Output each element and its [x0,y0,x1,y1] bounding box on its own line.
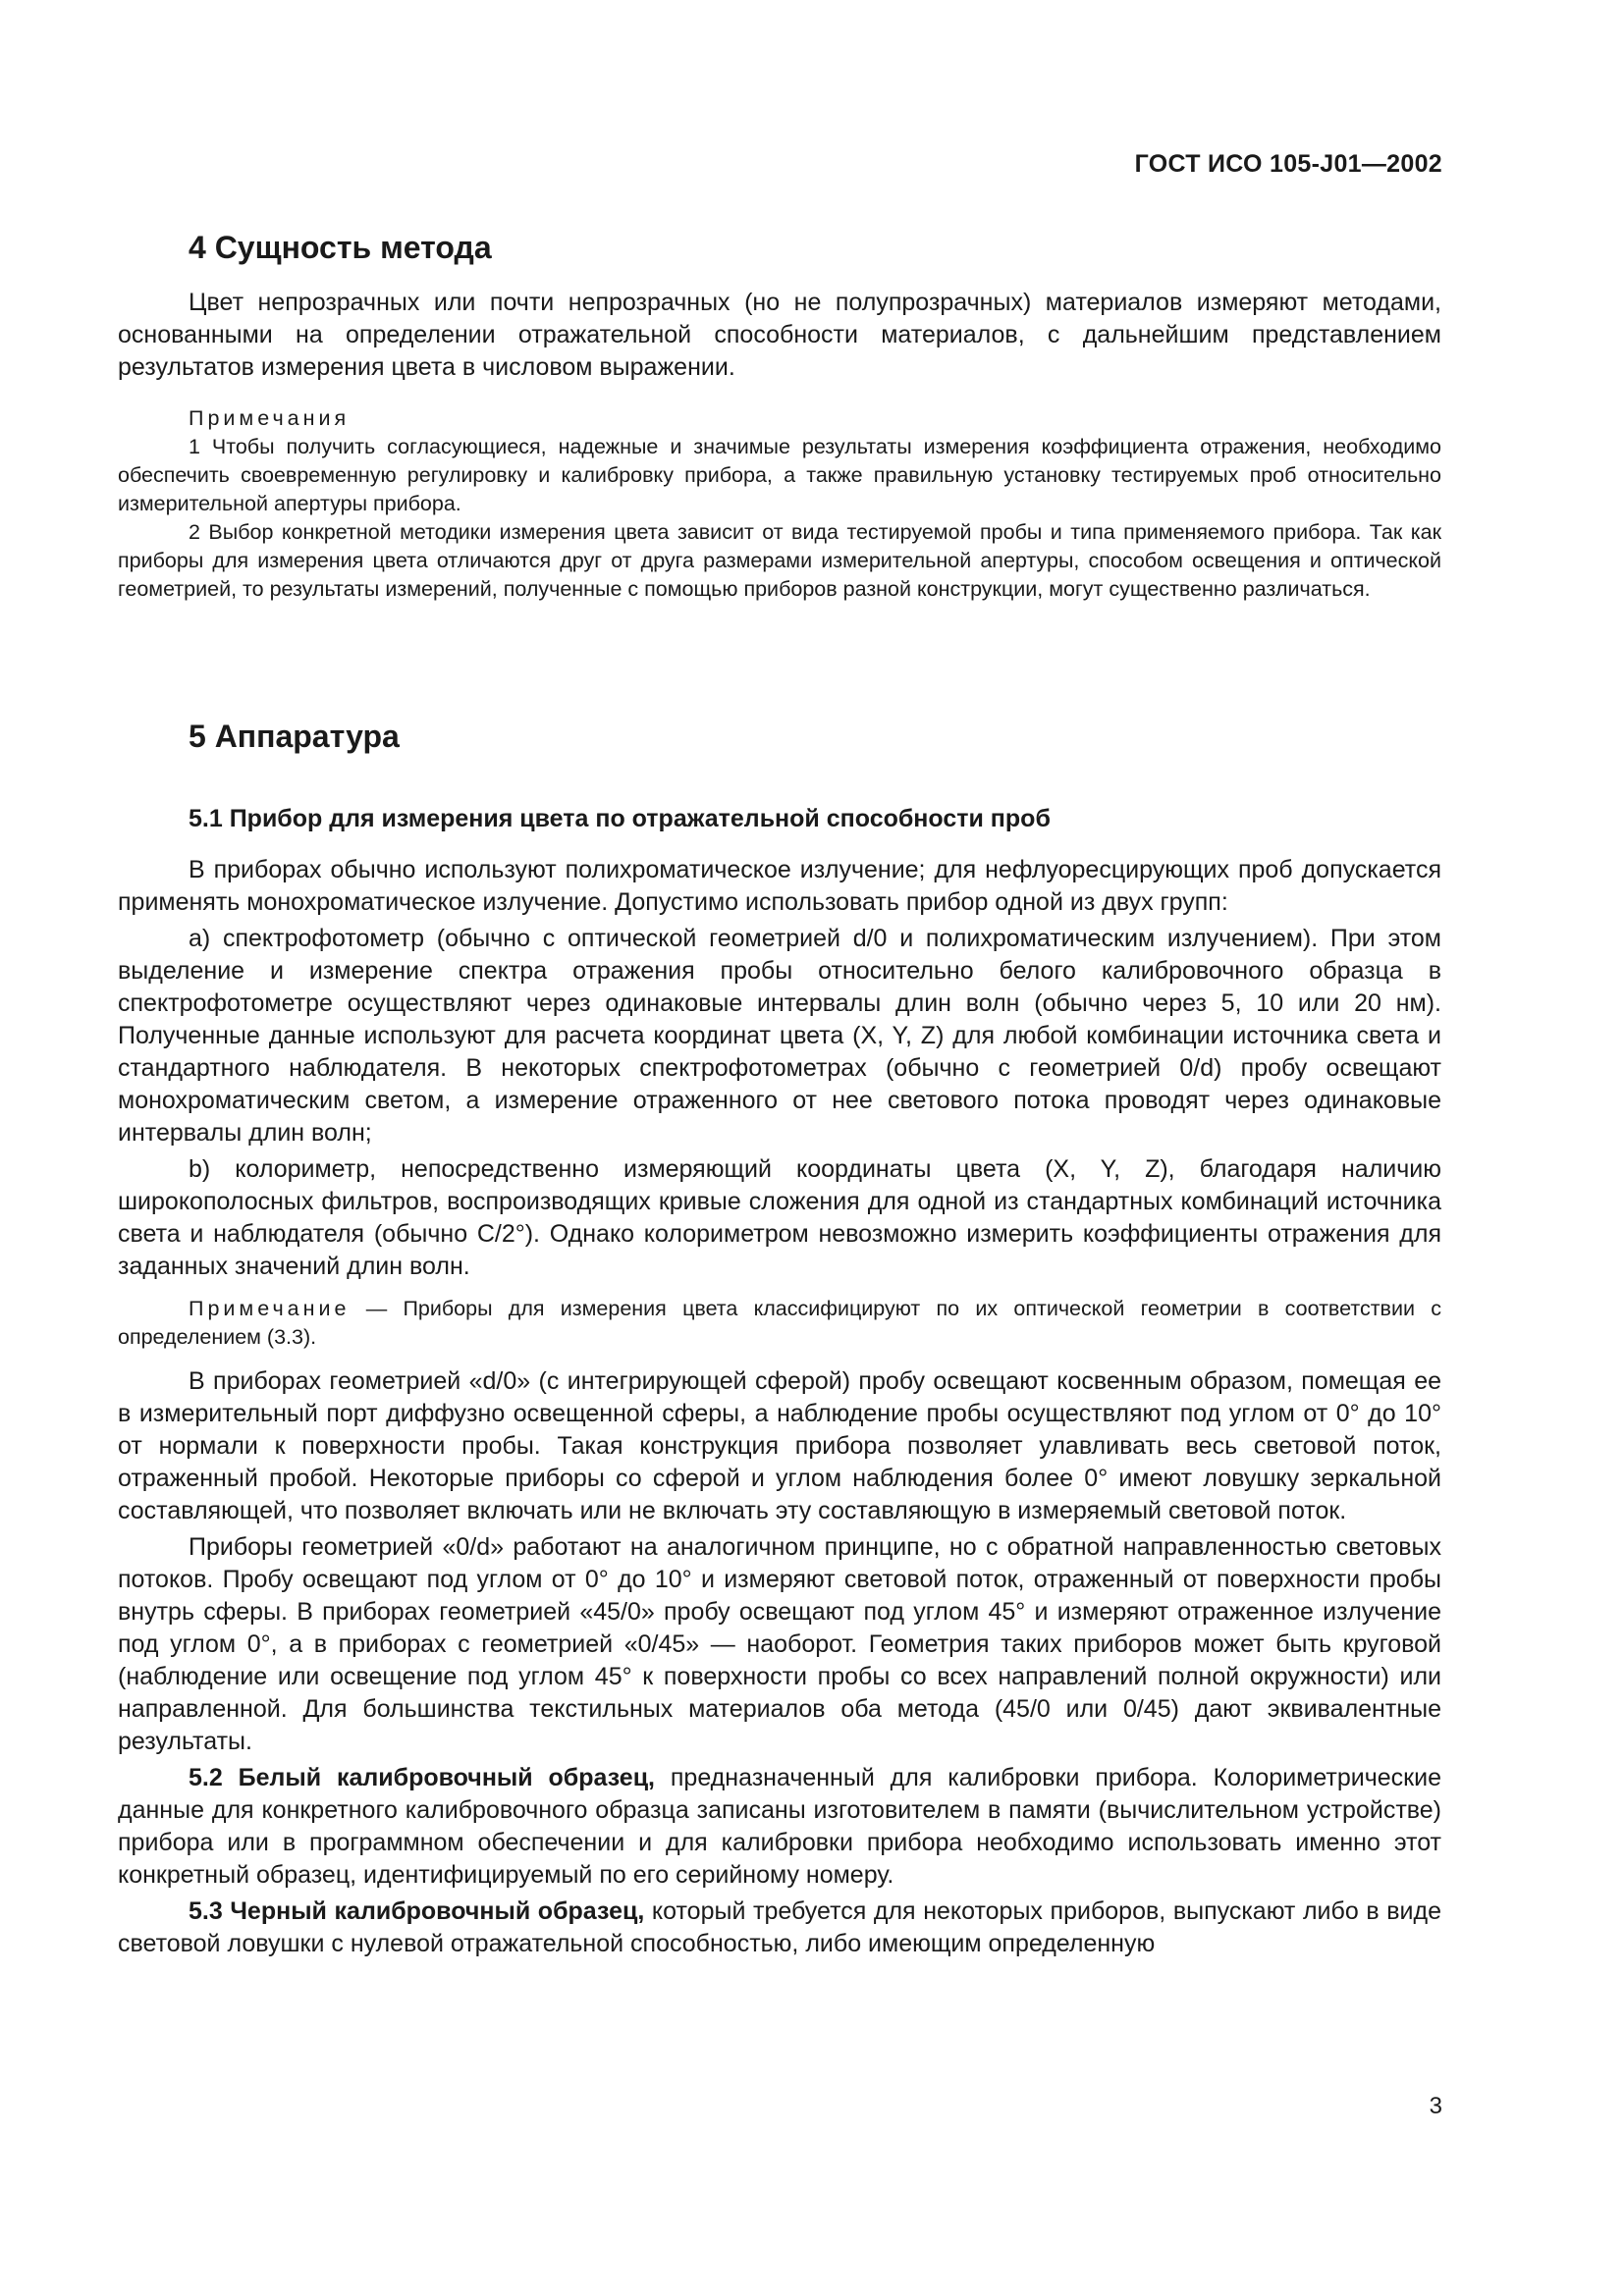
0d-geometry-paragraph: Приборы геометрией «0/d» работают на аналогичном принципе, но с обратной направленностью световых потоков. Пробу освещают под углом от 0° до 10° и измеряют световой поток, отраженный от поверхности пробы внутрь сферы. В приборах геометрией «45/0» пробу освещают под углом 45° и измеряют отраженное излучение под углом 0°, а в приборах с геометрией «0/45» — наоборот. Геометрия таких приборов может быть круговой (наблюдение или освещение под углом 45° к поверхности пробы со всех направлений полной окружности) или направленной. Для большинства текстильных материалов оба метода (45/0 или 0/45) дают эквивалентные результаты. [118,1533,1441,1755]
section-5-heading: 5 Аппаратура [189,719,400,754]
d0-geometry-paragraph: В приборах геометрией «d/0» (с интегрирующей сферой) пробу освещают косвенным образом, помещая ее в измерительный порт диффузно освещенной сферы, а наблюдение пробы осуществляют под углом от 0° до 10° от нормали к поверхности пробы. Такая конструкция прибора позволяет улавливать весь световой поток, отраженный пробой. Некоторые приборы со сферой и углом наблюдения более 0° имеют ловушку зеркальной составляющей, что позволяет включать или не включать эту составляющую в измеряемый световой поток. [118,1367,1441,1524]
notes-label: Примечания [189,406,351,430]
section-4-body [118,287,1441,384]
page-number: 3 [1429,2093,1442,2119]
subsection-5-3-heading: 5.3 Черный калибровочный образец, [189,1897,645,1925]
note-text: — Приборы для измерения цвета классифицируют по их оптической геометрии в соответствии с определением (3.3). [118,1297,1441,1349]
section-4 [118,228,1441,267]
section-4-paragraph: Цвет непрозрачных или почти непрозрачных (но не полупрозрачных) материалов измеряют методами, основанными на определении отражательной способности материалов, с дальнейшим представлением результатов измерения цвета в числовом выражении. [118,289,1441,381]
section-5 [118,717,1441,756]
instruments-paragraph: В приборах обычно используют полихроматическое излучение; для нефлуоресцирующих проб допускается применять монохроматическое излучение. Допустимо использовать прибор одной из двух групп: [118,856,1441,916]
subsection-5-3-text: который требуется для некоторых приборов, выпускают либо в виде световой ловушки с нулевой отражательной способностью, либо имеющим определенную [118,1897,1441,1957]
item-a-spectrophotometer: a) спектрофотометр (обычно с оптической геометрией d/0 и полихроматическим излучением). При этом выделение и измерение спектра отражения пробы относительно белого калибровочного образца в спектрофотометре осуществляют через одинаковые интервалы длин волн (обычно через 5, 10 или 20 нм). Полученные данные используют для расчета координат цвета (X, Y, Z) для любой комбинации источника света и стандартного наблюдателя. В некоторых спектрофотометрах (обычно с геометрией 0/d) пробу освещают монохроматическим светом, а измерение отраженного от нее светового потока проводят через одинаковые интервалы длин волн; [118,925,1441,1147]
subsection-5-1 [118,803,1441,834]
instrument-note [118,1295,1441,1352]
subsection-5-1-heading: 5.1 Прибор для измерения цвета по отражательной способности проб [189,805,1051,832]
note-2: 2 Выбор конкретной методики измерения цвета зависит от вида тестируемой пробы и типа применяемого прибора. Так как приборы для измерения цвета отличаются друг от друга размерами измерительной апертуры, способом освещения и оптической геометрией, то результаты измерений, полученные с помощью приборов разной конструкции, могут существенно различаться. [118,520,1441,601]
subsection-5-1-body [118,854,1441,1960]
section-4-heading: 4 Сущность метода [189,230,492,265]
item-b-colorimeter: b) колориметр, непосредственно измеряющий координаты цвета (X, Y, Z), благодаря наличию широкополосных фильтров, воспроизводящих кривые сложения для одной из стандартных комбинаций источника света и наблюдателя (обычно C/2°). Однако колориметром невозможно измерить коэффициенты отражения для заданных значений длин волн. [118,1155,1441,1280]
subsection-5-2-heading: 5.2 Белый калибровочный образец, [189,1764,656,1791]
subsection-5-2-text: предназначенный для калибровки прибора. Колориметрические данные для конкретного калибровочного образца записаны изготовителем в памяти (вычислительном устройстве) прибора или в программном обеспечении и для калибровки прибора необходимо использовать именно этот конкретный образец, идентифицируемый по его серийному номеру. [118,1764,1441,1889]
section-4-notes [118,404,1441,604]
subsection-5-3 [118,1896,1441,1960]
subsection-5-2 [118,1762,1441,1892]
standard-designation: ГОСТ ИСО 105-J01—2002 [1134,150,1442,178]
note-1: 1 Чтобы получить согласующиеся, надежные и значимые результаты измерения коэффициента отражения, необходимо обеспечить своевременную регулировку и калибровку прибора, а также правильную установку тестируемых проб относительно измерительной апертуры прибора. [118,435,1441,515]
note-label: Примечание [189,1297,351,1320]
